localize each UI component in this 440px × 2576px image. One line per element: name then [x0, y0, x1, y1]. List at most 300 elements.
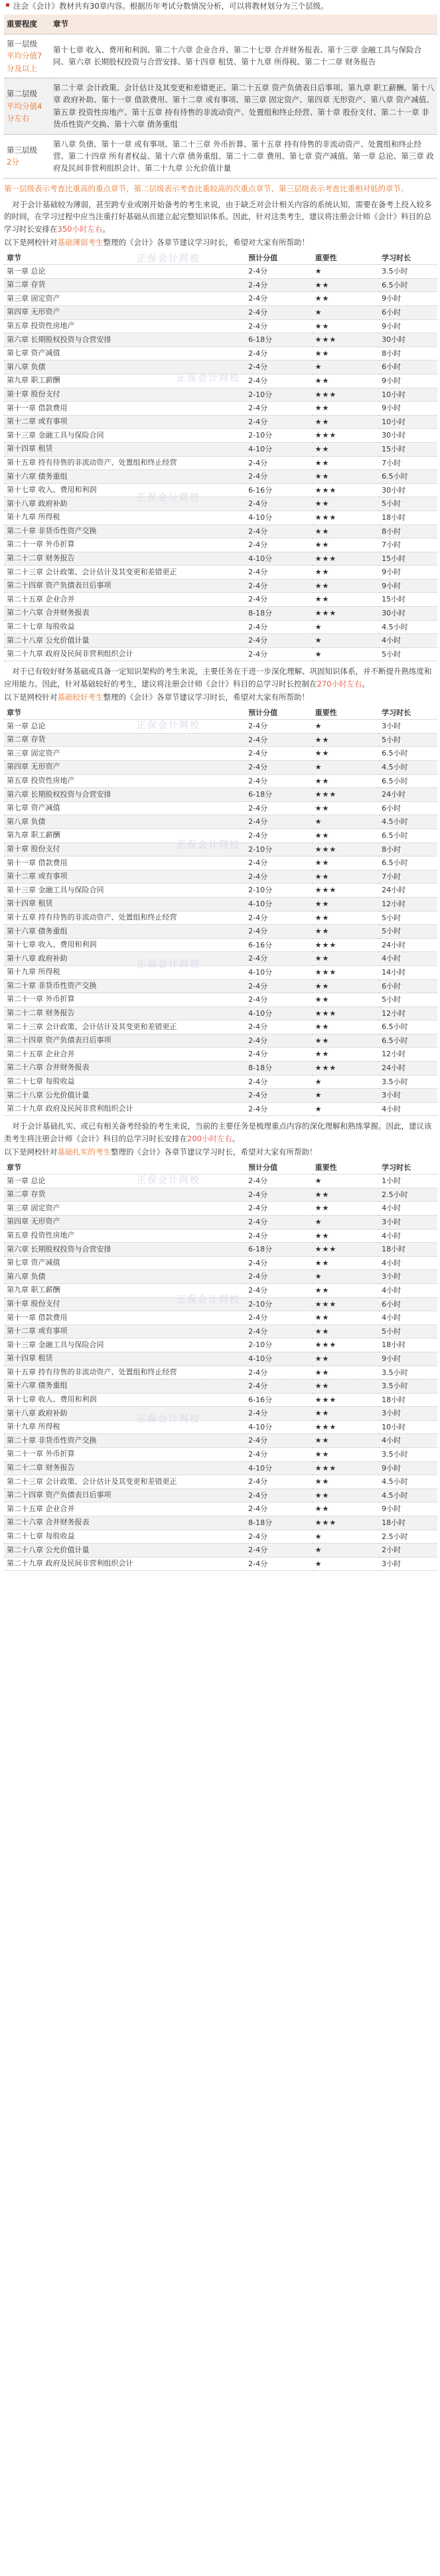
hours-cell: 30小时	[379, 429, 437, 443]
score-cell: 6-18分	[246, 788, 312, 802]
score-cell: 2-4分	[246, 1202, 312, 1216]
hours-cell: 3小时	[379, 720, 437, 734]
importance-stars: ★★	[313, 774, 379, 788]
importance-stars: ★★	[313, 1188, 379, 1202]
chapter-cell: 第二十章 非货币性资产交换	[4, 524, 246, 538]
hours-cell: 14小时	[379, 965, 437, 979]
importance-stars: ★★	[313, 1048, 379, 1062]
importance-stars: ★★★	[313, 965, 379, 979]
hours-cell: 4小时	[379, 1283, 437, 1297]
chapter-cell: 第二十二章 财务报告	[4, 1461, 246, 1475]
study-plan-sections	[4, 199, 437, 1571]
importance-stars: ★★	[313, 1325, 379, 1338]
chapter-cell: 第十一章 借款费用	[4, 402, 246, 416]
level-score: 2分	[7, 157, 19, 167]
chapter-cell: 第三章 固定资产	[4, 292, 246, 306]
hours-cell: 18小时	[379, 511, 437, 524]
importance-stars: ★★	[313, 993, 379, 1007]
table-row	[4, 566, 437, 580]
chapter-cell: 第二十八章 公允价值计量	[4, 1089, 246, 1103]
hours-cell: 6小时	[379, 1297, 437, 1311]
hours-cell: 7小时	[379, 538, 437, 552]
header-importance: 重要性	[313, 252, 379, 265]
chapter-cell: 第八章 负债	[4, 815, 246, 829]
hours-cell: 9小时	[379, 579, 437, 593]
table-row	[4, 78, 437, 134]
chapter-cell: 第十七章 收入、费用和利润	[4, 483, 246, 497]
table-row	[4, 497, 437, 511]
score-cell: 2-4分	[246, 829, 312, 843]
hours-cell: 30小时	[379, 333, 437, 347]
table-row	[4, 1006, 437, 1020]
table-row	[4, 347, 437, 361]
table-row	[4, 1174, 437, 1188]
intro-text: 注会《会计》教材共有30章内容。根据历年考试分数情况分析，可以将教材划分为三个层级。	[13, 1, 329, 11]
score-cell: 2-4分	[246, 347, 312, 361]
table-row	[4, 1102, 437, 1116]
importance-stars: ★★	[313, 292, 379, 306]
watermark: 正保会计网校	[137, 1414, 200, 1425]
section-paragraph: 对于已有较好财务基础或具备一定知识架构的考生来说，主要任务在于进一步深化理解、巩固知识体系，并不断提升熟练度和应用能力。因此，针对基础较好的考生，建议将注册会计师《会计》科目的总学习时长控制在270小时左右。	[4, 667, 432, 688]
importance-stars: ★	[313, 720, 379, 734]
importance-stars: ★★	[313, 952, 379, 966]
chapter-cell: 第二十七章 每股收益	[4, 620, 246, 634]
importance-stars: ★	[313, 361, 379, 374]
score-cell: 4-10分	[246, 511, 312, 524]
hours-cell: 12小时	[379, 897, 437, 911]
score-cell: 2-4分	[246, 1448, 312, 1462]
score-cell: 2-4分	[246, 470, 312, 484]
chapter-cell: 第十八章 政府补助	[4, 497, 246, 511]
table-row	[4, 634, 437, 648]
chapter-cell: 第十八章 政府补助	[4, 952, 246, 966]
score-cell: 2-4分	[246, 1215, 312, 1229]
table-row	[4, 1270, 437, 1284]
table-row	[4, 1338, 437, 1352]
hours-cell: 18小时	[379, 1516, 437, 1530]
table-row	[4, 319, 437, 333]
chapter-cell: 第八章 负债	[4, 1270, 246, 1284]
chapter-cell: 第十三章 金融工具与保险合同	[4, 884, 246, 898]
table-row	[4, 870, 437, 884]
section-lead: 以下是网校针对基础扎实的考生整理的《会计》各章节建议学习时长，希望对大家有所帮助！	[4, 1147, 317, 1157]
score-cell: 2-4分	[246, 1270, 312, 1284]
importance-stars: ★	[313, 620, 379, 634]
chapter-cell: 第十一章 借款费用	[4, 856, 246, 870]
score-cell: 4-10分	[246, 1352, 312, 1366]
table-row	[4, 456, 437, 470]
hours-cell: 3.5小时	[379, 1448, 437, 1462]
importance-stars: ★★★	[313, 607, 379, 621]
importance-stars: ★	[313, 1102, 379, 1116]
hours-cell: 9小时	[379, 292, 437, 306]
chapter-cell: 第四章 无形资产	[4, 761, 246, 775]
chapter-cell: 第二十章 非货币性资产交换	[4, 1434, 246, 1448]
table-row	[4, 538, 437, 552]
score-cell: 2-10分	[246, 843, 312, 856]
header-score: 预计分值	[246, 706, 312, 720]
chapter-cell: 第十七章 收入、费用和利润	[4, 1393, 246, 1407]
score-cell: 2-10分	[246, 1338, 312, 1352]
header-hours: 学习时长	[379, 1161, 437, 1174]
chapter-cell: 第十二章 或有事项	[4, 1325, 246, 1338]
chapter-cell: 第十七章 收入、费用和利润	[4, 938, 246, 952]
table-row	[4, 1420, 437, 1434]
hours-cell: 6.5小时	[379, 829, 437, 843]
hours-cell: 30小时	[379, 483, 437, 497]
hours-cell: 4小时	[379, 1229, 437, 1243]
importance-stars: ★★★	[313, 552, 379, 566]
importance-stars: ★★	[313, 979, 379, 993]
level-score: 平均分值4分左右	[7, 101, 42, 123]
table-row	[4, 470, 437, 484]
importance-stars: ★★★	[313, 1516, 379, 1530]
chapter-cell: 第三章 固定资产	[4, 747, 246, 761]
chapter-cell: 第二十五章 企业合并	[4, 1502, 246, 1516]
table-row	[4, 1557, 437, 1571]
score-cell: 4-10分	[246, 552, 312, 566]
highlight-text: 基础薄弱考生	[57, 238, 104, 248]
chapter-cell: 第二十九章 政府及民间非营利组织会计	[4, 647, 246, 661]
hours-cell: 2.5小时	[379, 1188, 437, 1202]
importance-stars: ★★	[313, 1502, 379, 1516]
chapter-cell: 第二章 存货	[4, 278, 246, 292]
table-row	[4, 815, 437, 829]
score-cell: 2-4分	[246, 747, 312, 761]
table-row	[4, 1089, 437, 1103]
chapter-cell: 第二十六章 合并财务报表	[4, 1516, 246, 1530]
chapter-cell: 第二十八章 公允价值计量	[4, 634, 246, 648]
importance-stars: ★★	[313, 1448, 379, 1462]
score-cell: 2-4分	[246, 265, 312, 279]
table-row	[4, 1448, 437, 1462]
hours-cell: 30小时	[379, 607, 437, 621]
study-plan-table	[4, 252, 437, 662]
importance-levels-table	[4, 15, 437, 178]
importance-stars: ★★★	[313, 1297, 379, 1311]
chapter-cell: 第十三章 金融工具与保险合同	[4, 1338, 246, 1352]
importance-stars: ★★★	[313, 1420, 379, 1434]
chapter-cell: 第二十八章 公允价值计量	[4, 1544, 246, 1558]
table-row	[4, 1393, 437, 1407]
score-cell: 2-4分	[246, 292, 312, 306]
importance-stars: ★★★	[313, 938, 379, 952]
chapter-cell: 第二十三章 会计政策、会计估计及其变更和差错更正	[4, 1020, 246, 1034]
section-lead: 以下是网校针对基础较好考生整理的《会计》各章节建议学习时长，希望对大家有所帮助！	[4, 692, 309, 702]
section-paragraph: 对于会计基础较为薄弱，甚至跨专业或刚开始备考的考生来说，由于缺乏对会计相关内容的系统认知，需要在备考上投入较多的时间，在学习过程中应当注重打好基础从而建立起完整知识体系。因此，针对这类考生，建议将注册会计师《会计》科目的总学习时长安排在350小时左右。	[4, 200, 432, 234]
table-row	[4, 402, 437, 416]
table-row	[4, 761, 437, 775]
table-row	[4, 1202, 437, 1216]
importance-stars: ★★	[313, 925, 379, 939]
hours-cell: 4小时	[379, 1434, 437, 1448]
table-row	[4, 774, 437, 788]
table-row	[4, 1034, 437, 1048]
hours-cell: 9小时	[379, 374, 437, 388]
hours-cell: 9小时	[379, 1502, 437, 1516]
score-cell: 8-18分	[246, 1516, 312, 1530]
score-cell: 2-4分	[246, 1434, 312, 1448]
hours-cell: 3.5小时	[379, 1380, 437, 1394]
level-chapters: 第八章 负债、第十一章 或有事项、第二十三章 外币折算、第十五章 持有待售的非流动资产、处置组和终止经营、第二十四章 所有者权益、第十六章 债务重组、第二十二章 费用、第七章 资产减值、第一章 总论、第三章 政府及民间非营利组织会计、第二十九章 公允价值计量	[50, 134, 437, 178]
importance-stars: ★★★	[313, 1461, 379, 1475]
level-cell	[4, 78, 50, 134]
table-row	[4, 292, 437, 306]
importance-stars: ★★	[313, 1366, 379, 1380]
chapter-cell: 第二十一章 外币折算	[4, 538, 246, 552]
header-score: 预计分值	[246, 1161, 312, 1174]
chapter-cell: 第十四章 租赁	[4, 1352, 246, 1366]
score-cell: 2-4分	[246, 1366, 312, 1380]
score-cell: 6-18分	[246, 333, 312, 347]
level-chapters: 第二十章 会计政策、会计估计及其变更和差错更正、第二十五章 资产负债表日后事项、第九章 职工薪酬、第十八章 政府补助、第十一章 借款费用、第十二章 或有事项、第三章 固定资产、第四章 无形资产、第八章 资产减值、第五章 投资性房地产、第十五章 持有待售的非流动资产、处置组和终止经营、第十章 股份支付、第二十一章 非货币性资产交换、第十六章 债务重组	[50, 78, 437, 134]
hours-cell: 5小时	[379, 647, 437, 661]
importance-stars: ★★	[313, 524, 379, 538]
score-cell: 2-4分	[246, 566, 312, 580]
hours-cell: 5小时	[379, 733, 437, 747]
importance-stars: ★★	[313, 415, 379, 429]
chapter-cell: 第八章 负债	[4, 361, 246, 374]
importance-stars: ★★	[313, 593, 379, 607]
hours-cell: 6.5小时	[379, 470, 437, 484]
importance-stars: ★★	[313, 1407, 379, 1421]
watermark: 正保会计网校	[137, 959, 200, 971]
score-cell: 2-4分	[246, 634, 312, 648]
hours-cell: 12小时	[379, 1048, 437, 1062]
importance-stars: ★	[313, 1089, 379, 1103]
header-hours: 学习时长	[379, 706, 437, 720]
table-row	[4, 1020, 437, 1034]
table-row	[4, 620, 437, 634]
table-row	[4, 278, 437, 292]
section-paragraph: 对于会计基础扎实、或已有相关备考经验的考生来说，当前的主要任务是梳理重点内容的深化理解和熟练掌握。因此，建议该类考生将注册会计师《会计》科目的总学习时长安排在200小时左右。	[4, 1121, 432, 1143]
score-cell: 4-10分	[246, 965, 312, 979]
importance-stars: ★★★	[313, 333, 379, 347]
chapter-cell: 第二十四章 资产负债表日后事项	[4, 1489, 246, 1502]
chapter-cell: 第二十四章 资产负债表日后事项	[4, 579, 246, 593]
hours-cell: 18小时	[379, 1393, 437, 1407]
hours-cell: 2.5小时	[379, 1530, 437, 1544]
chapter-cell: 第二章 存货	[4, 1188, 246, 1202]
table-row	[4, 1434, 437, 1448]
chapter-cell: 第四章 无形资产	[4, 306, 246, 320]
hours-cell: 4小时	[379, 1311, 437, 1325]
hours-cell: 15小时	[379, 442, 437, 456]
score-cell: 2-4分	[246, 620, 312, 634]
hours-cell: 7小时	[379, 870, 437, 884]
chapter-cell: 第六章 长期股权投资与合营安排	[4, 333, 246, 347]
chapter-cell: 第二十九章 政府及民间非营利组织会计	[4, 1557, 246, 1571]
hours-cell: 24小时	[379, 788, 437, 802]
score-cell: 2-4分	[246, 1020, 312, 1034]
plan-section	[4, 1120, 437, 1571]
table-row	[4, 884, 437, 898]
chapter-cell: 第十三章 金融工具与保险合同	[4, 429, 246, 443]
hours-cell: 8小时	[379, 843, 437, 856]
chapter-cell: 第二十五章 企业合并	[4, 1048, 246, 1062]
score-cell: 2-4分	[246, 579, 312, 593]
hours-cell: 24小时	[379, 938, 437, 952]
chapter-cell: 第十六章 债务重组	[4, 470, 246, 484]
score-cell: 2-4分	[246, 456, 312, 470]
score-cell: 4-10分	[246, 1006, 312, 1020]
table-row	[4, 1407, 437, 1421]
plan-section	[4, 199, 437, 661]
score-cell: 2-4分	[246, 415, 312, 429]
table-row	[4, 1297, 437, 1311]
importance-stars: ★★	[313, 1489, 379, 1502]
chapter-cell: 第七章 资产减值	[4, 801, 246, 815]
table-row	[4, 1489, 437, 1502]
score-cell: 2-4分	[246, 1475, 312, 1489]
hours-cell: 6小时	[379, 979, 437, 993]
table-row	[4, 1215, 437, 1229]
table-row	[4, 1075, 437, 1089]
score-cell: 6-16分	[246, 1393, 312, 1407]
chapter-cell: 第十一章 借款费用	[4, 1311, 246, 1325]
importance-stars: ★	[313, 634, 379, 648]
watermark: 正保会计网校	[177, 373, 240, 384]
score-cell: 2-4分	[246, 1530, 312, 1544]
importance-stars: ★★	[313, 278, 379, 292]
score-cell: 2-4分	[246, 952, 312, 966]
highlight-text: 350小时左右	[57, 224, 103, 234]
table-row	[4, 524, 437, 538]
table-row	[4, 1502, 437, 1516]
table-row	[4, 442, 437, 456]
hours-cell: 10小时	[379, 388, 437, 402]
watermark: 正保会计网校	[177, 1295, 240, 1306]
chapter-cell: 第十章 股份支付	[4, 388, 246, 402]
table-row	[4, 647, 437, 661]
score-cell: 2-4分	[246, 524, 312, 538]
highlight-text: 基础较好考生	[57, 692, 104, 702]
hours-cell: 6小时	[379, 801, 437, 815]
header-score: 预计分值	[246, 252, 312, 265]
chapter-cell: 第六章 长期股权投资与合营安排	[4, 1243, 246, 1257]
score-cell: 2-4分	[246, 1089, 312, 1103]
watermark: 正保会计网校	[137, 720, 200, 732]
score-cell: 2-4分	[246, 1034, 312, 1048]
score-cell: 2-4分	[246, 538, 312, 552]
table-row	[4, 1062, 437, 1076]
table-row	[4, 1048, 437, 1062]
score-cell: 2-4分	[246, 733, 312, 747]
table-row	[4, 374, 437, 388]
importance-stars: ★★	[313, 319, 379, 333]
importance-stars: ★★	[313, 374, 379, 388]
hours-cell: 3.5小时	[379, 1075, 437, 1089]
chapter-cell: 第十六章 债务重组	[4, 1380, 246, 1394]
hours-cell: 3小时	[379, 1215, 437, 1229]
score-cell: 2-10分	[246, 388, 312, 402]
table-row	[4, 34, 437, 78]
hours-cell: 5小时	[379, 497, 437, 511]
chapter-cell: 第二十五章 企业合并	[4, 593, 246, 607]
hours-cell: 6.5小时	[379, 747, 437, 761]
score-cell: 2-4分	[246, 870, 312, 884]
importance-stars: ★★★	[313, 1062, 379, 1076]
importance-stars: ★	[313, 1530, 379, 1544]
table-row	[4, 1366, 437, 1380]
score-cell: 2-4分	[246, 801, 312, 815]
chapter-cell: 第二十三章 会计政策、会计估计及其变更和差错更正	[4, 1475, 246, 1489]
score-cell: 2-4分	[246, 911, 312, 925]
score-cell: 2-4分	[246, 374, 312, 388]
score-cell: 2-4分	[246, 319, 312, 333]
hours-cell: 4小时	[379, 1202, 437, 1216]
hours-cell: 4.5小时	[379, 1475, 437, 1489]
level-cell	[4, 134, 50, 178]
chapter-cell: 第二十七章 每股收益	[4, 1530, 246, 1544]
importance-stars: ★	[313, 761, 379, 775]
hours-cell: 1小时	[379, 1174, 437, 1188]
score-cell: 2-4分	[246, 306, 312, 320]
chapter-cell: 第一章 总论	[4, 1174, 246, 1188]
section-lead: 以下是网校针对基础薄弱考生整理的《会计》各章节建议学习时长，希望对大家有所帮助！	[4, 238, 309, 248]
chapter-cell: 第十章 股份支付	[4, 1297, 246, 1311]
hours-cell: 4小时	[379, 1102, 437, 1116]
hours-cell: 24小时	[379, 1062, 437, 1076]
chapter-cell: 第二十一章 外币折算	[4, 993, 246, 1007]
watermark: 正保会计网校	[137, 254, 200, 265]
score-cell: 2-4分	[246, 774, 312, 788]
hours-cell: 4小时	[379, 1256, 437, 1270]
hours-cell: 6小时	[379, 361, 437, 374]
score-cell: 2-4分	[246, 1380, 312, 1394]
score-cell: 2-4分	[246, 278, 312, 292]
importance-stars: ★★	[313, 497, 379, 511]
table-row	[4, 579, 437, 593]
table-row	[4, 733, 437, 747]
hours-cell: 9小时	[379, 1352, 437, 1366]
hours-cell: 3小时	[379, 1270, 437, 1284]
importance-stars: ★★★	[313, 788, 379, 802]
chapter-cell: 第二十章 非货币性资产交换	[4, 979, 246, 993]
chapter-cell: 第五章 投资性房地产	[4, 774, 246, 788]
chapter-cell: 第二十六章 合并财务报表	[4, 607, 246, 621]
table-row	[4, 952, 437, 966]
chapter-cell: 第一章 总论	[4, 265, 246, 279]
hours-cell: 15小时	[379, 593, 437, 607]
table-row	[4, 333, 437, 347]
table-row	[4, 265, 437, 279]
score-cell: 2-4分	[246, 1502, 312, 1516]
score-cell: 2-4分	[246, 647, 312, 661]
importance-stars: ★★	[313, 1256, 379, 1270]
score-cell: 2-4分	[246, 720, 312, 734]
hours-cell: 5小时	[379, 925, 437, 939]
table-row	[4, 1544, 437, 1558]
hours-cell: 10小时	[379, 1420, 437, 1434]
table-row	[4, 938, 437, 952]
table-row	[4, 607, 437, 621]
score-cell: 2-4分	[246, 1188, 312, 1202]
table-row	[4, 1530, 437, 1544]
score-cell: 6-16分	[246, 483, 312, 497]
importance-stars: ★★	[313, 1311, 379, 1325]
hours-cell: 6.5小时	[379, 1020, 437, 1034]
table-row	[4, 429, 437, 443]
score-cell: 2-4分	[246, 761, 312, 775]
hours-cell: 9小时	[379, 1461, 437, 1475]
hours-cell: 9小时	[379, 566, 437, 580]
hours-cell: 8小时	[379, 524, 437, 538]
score-cell: 8-18分	[246, 607, 312, 621]
hours-cell: 3.5小时	[379, 1366, 437, 1380]
highlight-text: 270小时左右	[317, 679, 362, 688]
chapter-cell: 第十九章 所得税	[4, 965, 246, 979]
